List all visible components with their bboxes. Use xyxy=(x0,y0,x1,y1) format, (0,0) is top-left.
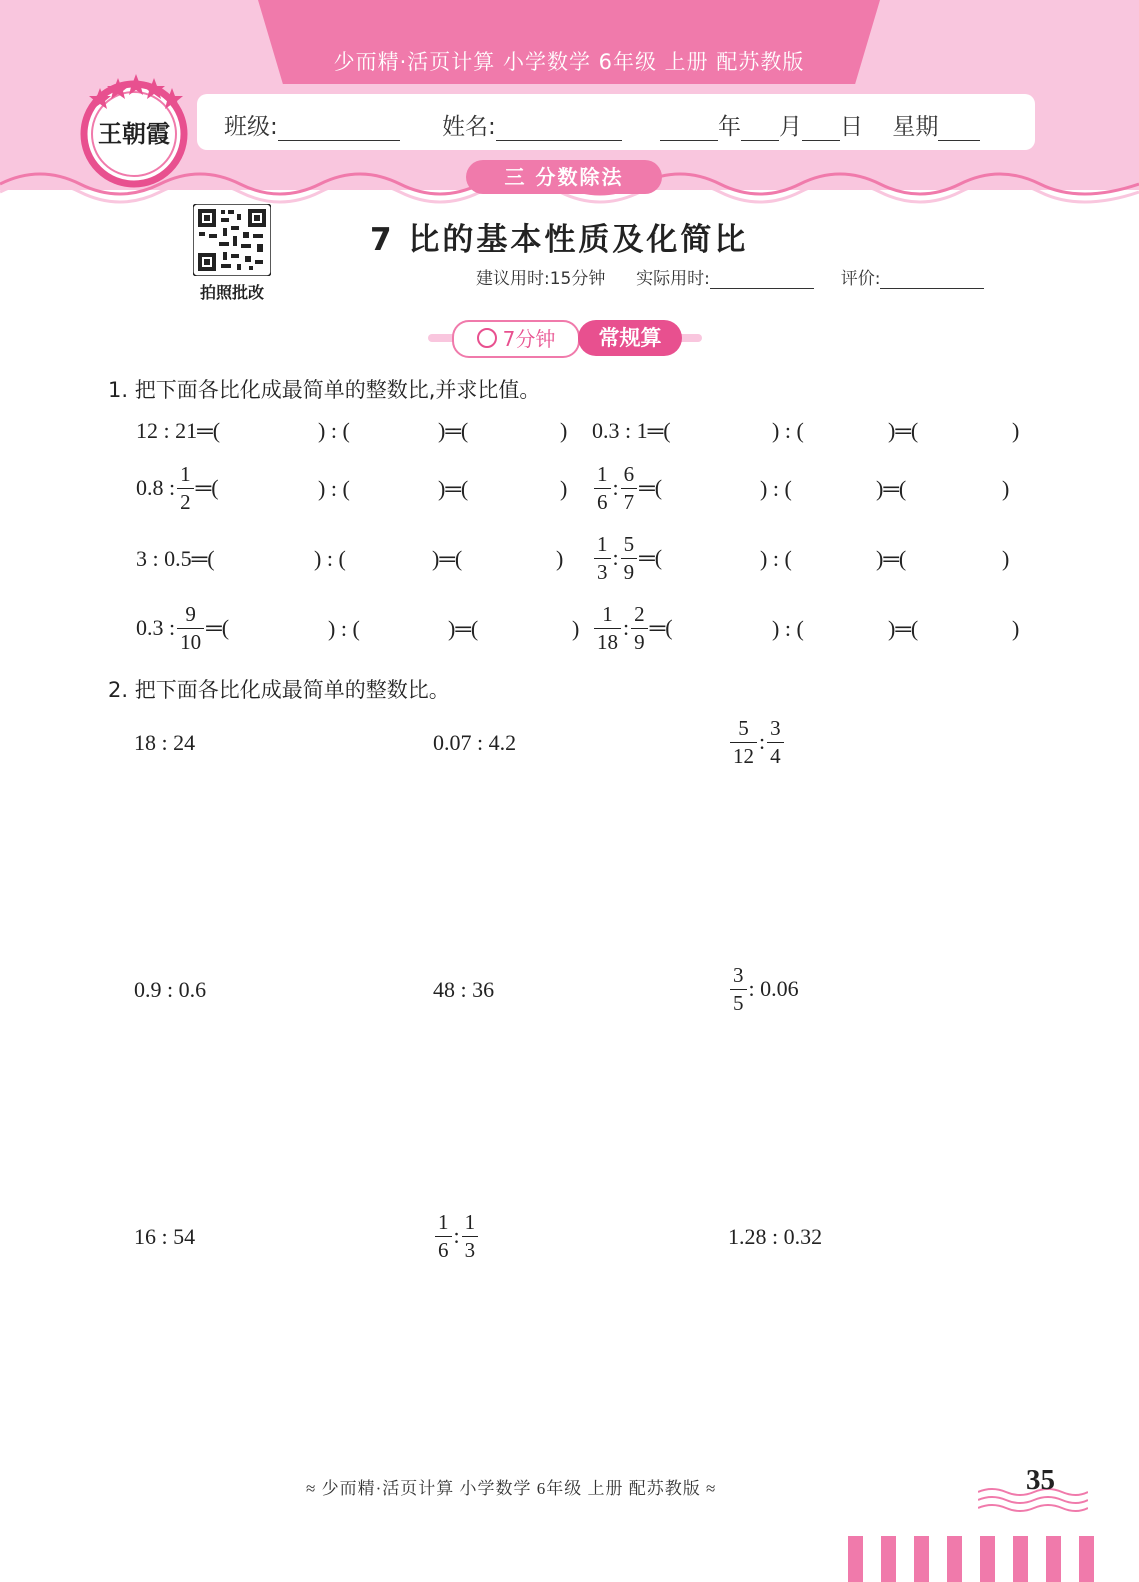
footer-stripe xyxy=(1079,1536,1094,1582)
q1-item-4-colon: ) : ( xyxy=(760,476,792,501)
q2-item-2: 0.07 : 4.2 xyxy=(433,730,517,755)
q1-item-4 xyxy=(592,460,662,516)
section-tag-type: 常规算 xyxy=(578,320,682,356)
footer-stripe xyxy=(848,1536,863,1582)
q1-item-4-den1: 6 xyxy=(594,488,611,513)
series-title: 少而精·活页计算 小学数学 6年级 上册 配苏教版 xyxy=(333,50,805,74)
clock-icon xyxy=(477,328,497,348)
q2-item-6-den: 5 xyxy=(730,989,747,1014)
evaluation-blank[interactable] xyxy=(880,270,984,289)
q1-item-2-colon: ) : ( xyxy=(772,418,804,443)
q1-item-6-close: ) xyxy=(1002,546,1010,571)
footer-stripe xyxy=(1046,1536,1061,1582)
q1-item-3-num: 1 xyxy=(180,462,191,487)
q1-item-5-colon: ) : ( xyxy=(314,546,346,571)
q1-item-6-eq2: )═( xyxy=(876,546,907,571)
evaluation-label: 评价: xyxy=(840,269,881,289)
actual-time-label: 实际用时: xyxy=(636,269,710,289)
q1-item-4-num2: 6 xyxy=(623,462,635,487)
q1-item-5 xyxy=(136,546,215,572)
q1-item-4-eq: ═( xyxy=(639,475,663,500)
q1-item-6-colon-sign: : xyxy=(612,545,619,570)
q1-item-7-whole: 0.3 : xyxy=(136,615,176,640)
q1-item-1-colon: ) : ( xyxy=(318,418,350,443)
q1-item-6-num2: 5 xyxy=(623,532,635,557)
q1-item-3-close: ) xyxy=(560,476,568,501)
q2-item-3-den1: 12 xyxy=(730,742,757,767)
footer-stripe xyxy=(914,1536,929,1582)
q1-item-6-num1: 1 xyxy=(597,532,608,557)
q1-item-2-lhs: 0.3 : 1═( xyxy=(592,418,671,443)
q1-item-7-den: 10 xyxy=(177,628,204,653)
q1-item-6-den2: 9 xyxy=(621,558,638,583)
question-1-title: 1. 把下面各比化成最简单的整数比,并求比值。 xyxy=(108,378,541,402)
q2-item-8-num1: 1 xyxy=(438,1210,449,1235)
class-blank[interactable] xyxy=(278,118,400,141)
footer-text: ≈ 少而精·活页计算 小学数学 6年级 上册 配苏教版 ≈ xyxy=(306,1479,717,1498)
weekday-label: 星期 xyxy=(892,114,939,140)
q1-item-4-num1: 1 xyxy=(597,462,608,487)
q1-item-2-close: ) xyxy=(1012,418,1020,443)
qr-label: 拍照批改 xyxy=(199,283,264,302)
question-2-title: 2. 把下面各比化成最简单的整数比。 xyxy=(108,678,450,702)
footer-stripe xyxy=(1013,1536,1028,1582)
q1-item-3-colon: ) : ( xyxy=(318,476,350,501)
q1-item-4-den2: 7 xyxy=(621,488,638,513)
q1-item-8-eq: ═( xyxy=(649,615,673,640)
q2-item-8-den1: 6 xyxy=(435,1236,452,1261)
footer-stripe xyxy=(980,1536,995,1582)
q1-item-7-num: 9 xyxy=(185,602,196,627)
q1-item-1-lhs: 12 : 21═( xyxy=(136,418,221,443)
chapter-pill: 三 分数除法 xyxy=(466,160,662,194)
day-label: 日 xyxy=(840,114,863,140)
q1-item-8-den2: 9 xyxy=(631,628,648,653)
name-blank[interactable] xyxy=(496,118,622,141)
q1-item-8-colon: ) : ( xyxy=(772,616,804,641)
time-row xyxy=(476,264,984,289)
q2-item-6-tail: : 0.06 xyxy=(748,976,799,1001)
q2-item-3-num2: 3 xyxy=(770,716,781,741)
q1-item-8-num1: 1 xyxy=(602,602,613,627)
q1-item-1 xyxy=(136,418,220,444)
lesson-title: 7 比的基本性质及化简比 xyxy=(370,222,749,258)
q1-item-5-eq: )═( xyxy=(432,546,463,571)
q1-item-3 xyxy=(136,460,219,516)
q1-item-4-close: ) xyxy=(1002,476,1010,501)
brand-logo xyxy=(80,70,188,188)
q2-item-4: 0.9 : 0.6 xyxy=(134,977,207,1002)
q2-item-1: 18 : 24 xyxy=(134,730,196,755)
q1-item-5-lhs: 3 : 0.5═( xyxy=(136,546,215,571)
tag-minutes-text: 7分钟 xyxy=(502,327,556,351)
q1-item-7-close: ) xyxy=(572,616,580,641)
q1-item-3-whole: 0.8 : xyxy=(136,475,176,500)
q1-item-5-close: ) xyxy=(556,546,564,571)
name-label: 姓名: xyxy=(442,114,496,140)
q1-item-2 xyxy=(592,418,671,444)
class-label: 班级: xyxy=(224,114,278,140)
day-blank[interactable] xyxy=(802,118,840,141)
q1-item-8 xyxy=(592,600,673,656)
q1-item-6-den1: 3 xyxy=(594,558,611,583)
q1-item-8-close: ) xyxy=(1012,616,1020,641)
q1-item-8-colon-sign: : xyxy=(623,615,630,640)
q1-item-6 xyxy=(592,530,662,586)
month-blank[interactable] xyxy=(741,118,779,141)
q2-item-8-den2: 3 xyxy=(462,1236,479,1261)
q1-item-2-eq: )═( xyxy=(888,418,919,443)
footer-stripe xyxy=(947,1536,962,1582)
q1-item-7-colon: ) : ( xyxy=(328,616,360,641)
q2-item-3-den2: 4 xyxy=(767,742,784,767)
class-field[interactable] xyxy=(224,108,400,141)
q1-item-7 xyxy=(136,600,229,656)
q2-item-8-num2: 1 xyxy=(464,1210,476,1235)
q1-item-4-eq2: )═( xyxy=(876,476,907,501)
year-blank[interactable] xyxy=(660,118,718,141)
weekday-blank[interactable] xyxy=(938,118,980,141)
q1-item-1-close: ) xyxy=(560,418,568,443)
q1-item-6-colon: ) : ( xyxy=(760,546,792,571)
q1-item-8-eq2: )═( xyxy=(888,616,919,641)
q1-item-4-colon-sign: : xyxy=(612,475,619,500)
q1-item-3-den: 2 xyxy=(177,488,194,513)
q1-item-8-den1: 18 xyxy=(594,628,621,653)
year-label: 年 xyxy=(718,114,741,140)
q1-item-3-eq: ═( xyxy=(195,475,219,500)
qr-code-icon[interactable] xyxy=(193,204,271,276)
q1-item-7-eq2: )═( xyxy=(448,616,479,641)
actual-time-blank[interactable] xyxy=(710,270,814,289)
q1-item-7-eq: ═( xyxy=(206,615,230,640)
q1-item-1-eq: )═( xyxy=(438,418,469,443)
q2-item-5: 48 : 36 xyxy=(433,977,495,1002)
q2-item-8-colon: : xyxy=(453,1223,460,1248)
footer-stripe xyxy=(881,1536,896,1582)
q1-item-8-num2: 2 xyxy=(634,602,645,627)
q1-item-6-eq: ═( xyxy=(639,545,663,570)
q2-item-7: 16 : 54 xyxy=(134,1224,196,1249)
logo-text: 王朝霞 xyxy=(98,119,170,148)
q2-item-3-colon: : xyxy=(759,729,766,754)
q2-item-6-num: 3 xyxy=(733,963,744,988)
name-field[interactable] xyxy=(442,108,622,141)
q2-item-9: 1.28 : 0.32 xyxy=(728,1224,823,1249)
q2-item-3-num1: 5 xyxy=(738,716,749,741)
page-number: 35 xyxy=(1026,1464,1055,1496)
month-label: 月 xyxy=(779,114,802,140)
q2-item-6 xyxy=(728,961,799,1017)
q1-item-3-eq2: )═( xyxy=(438,476,469,501)
q2-item-3 xyxy=(728,714,786,770)
date-field[interactable] xyxy=(660,108,980,141)
suggested-time: 建议用时:15分钟 xyxy=(476,269,606,289)
section-tag-minutes xyxy=(452,320,580,358)
q2-item-8 xyxy=(433,1208,480,1264)
